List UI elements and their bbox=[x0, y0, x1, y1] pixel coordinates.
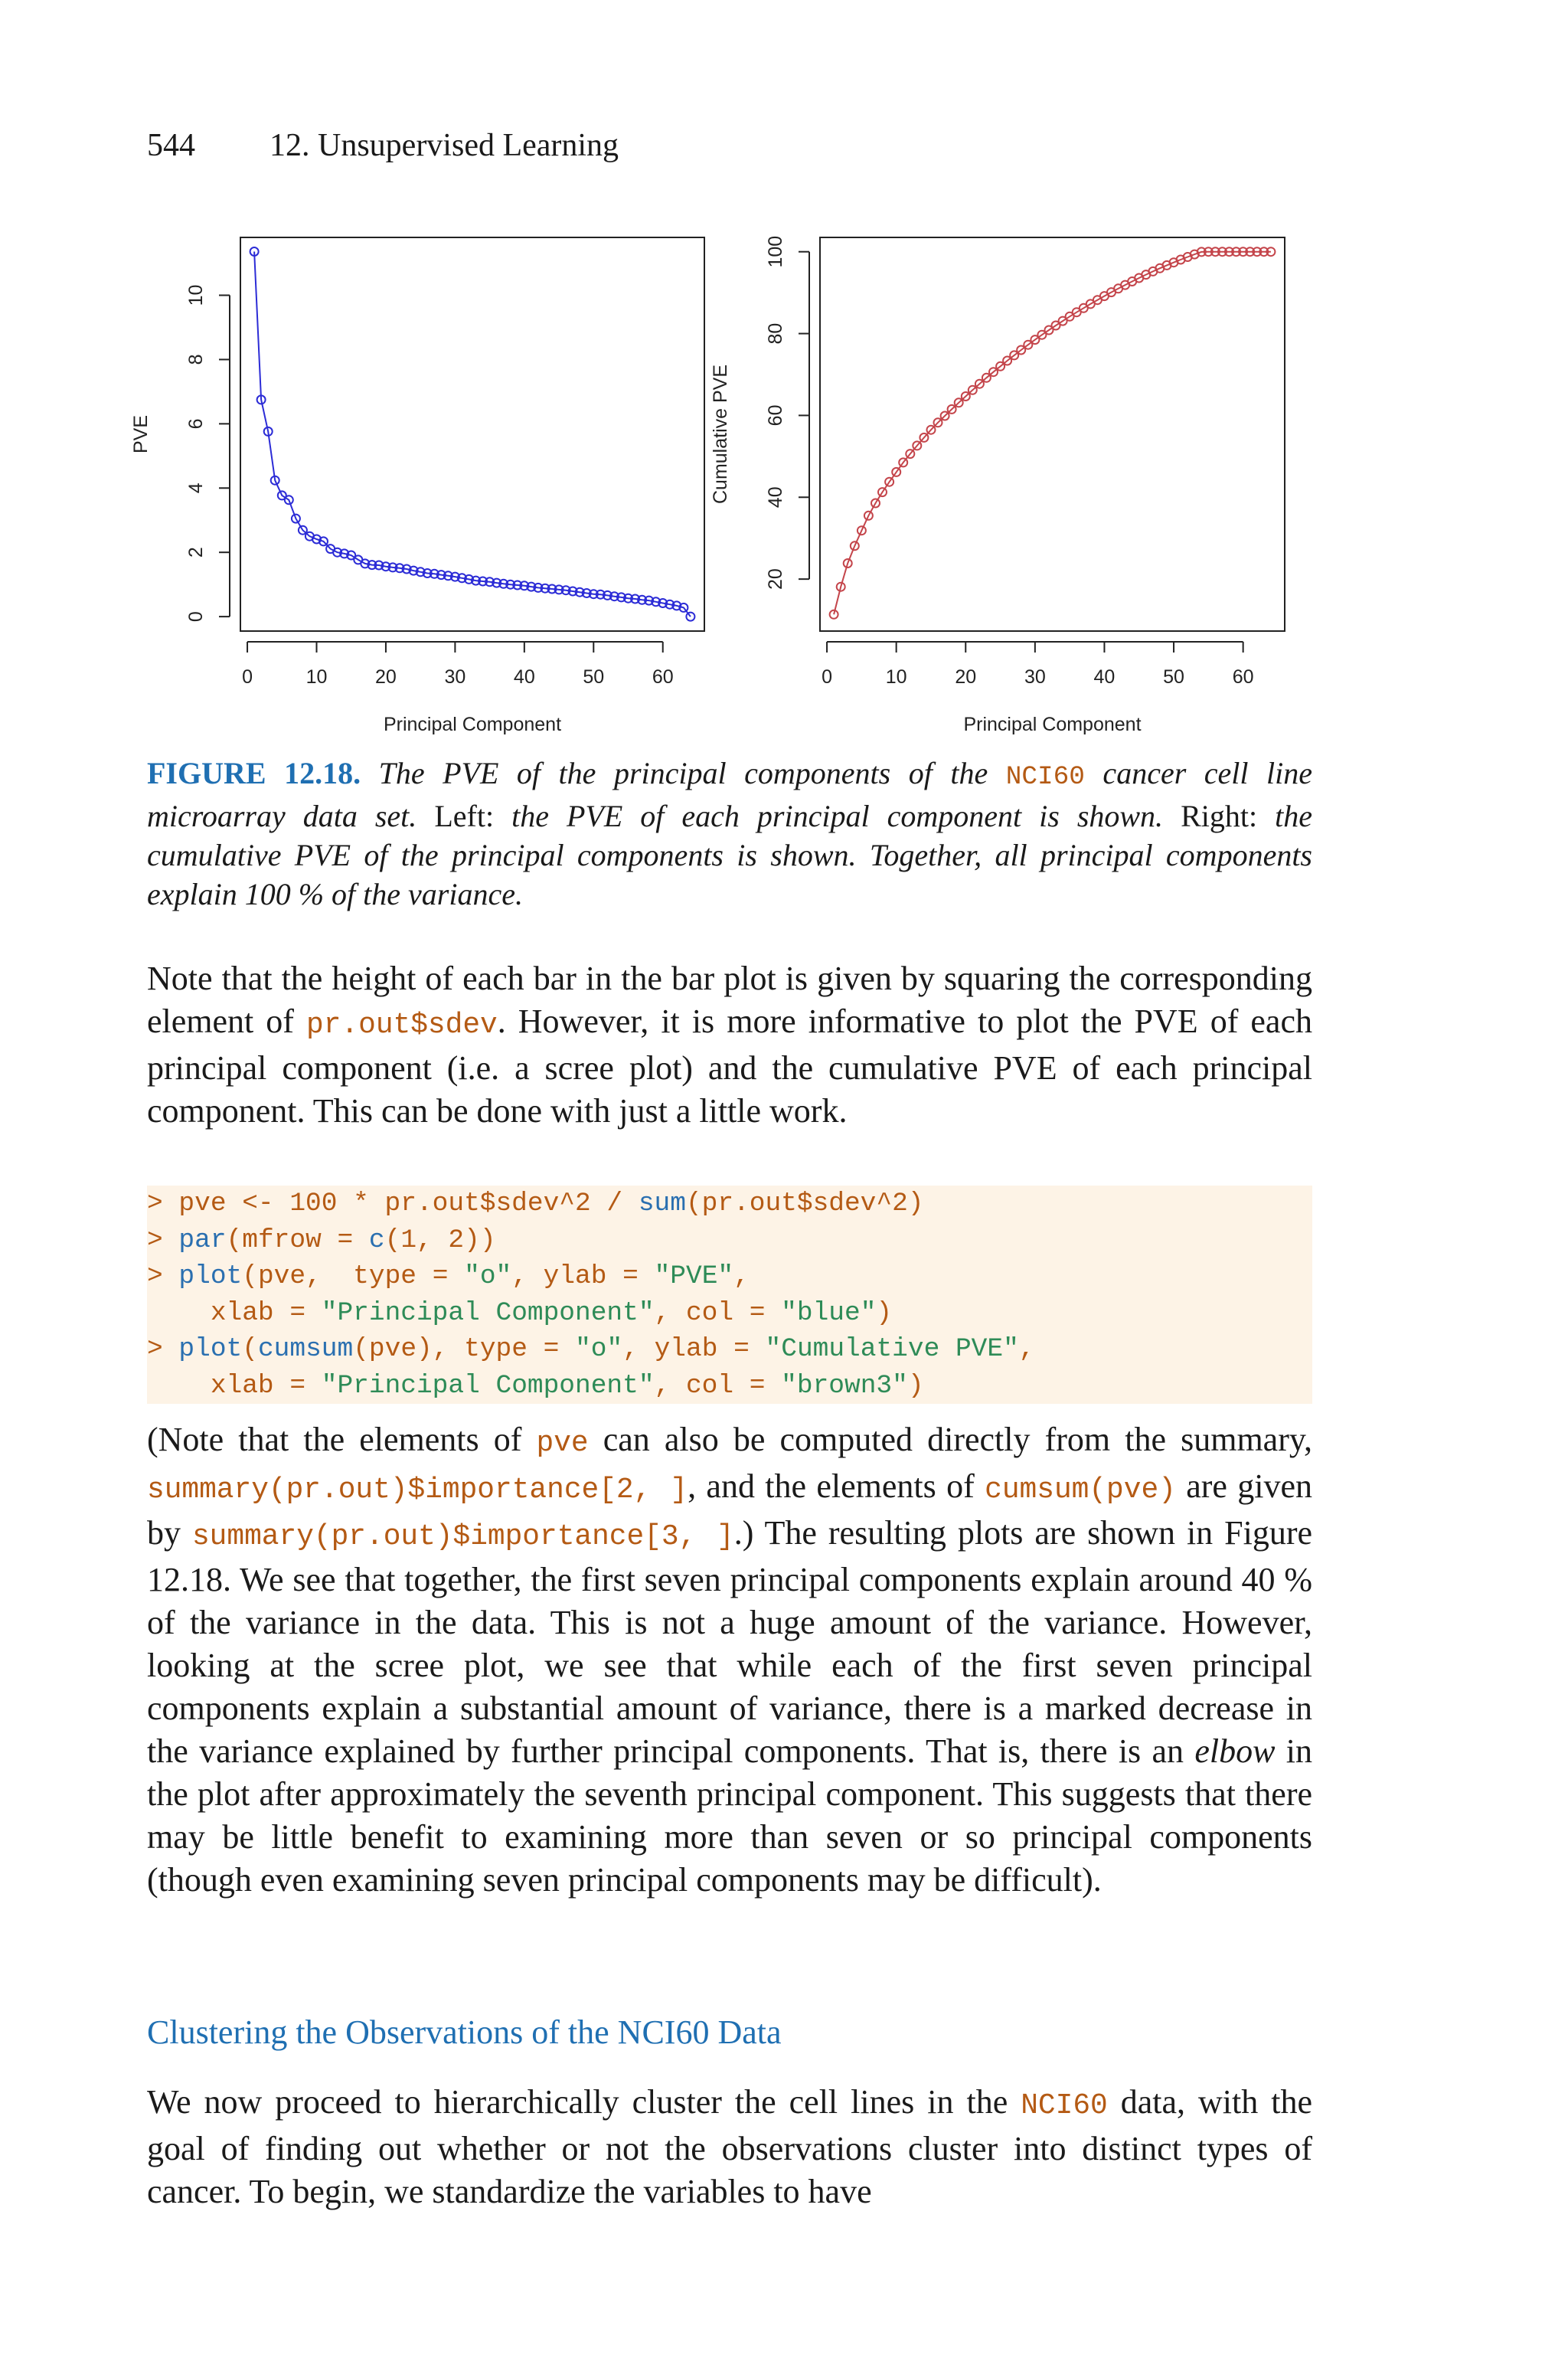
pve-y-axis-label: PVE bbox=[130, 414, 152, 454]
cumpve-x-tick-label: 10 bbox=[885, 666, 907, 688]
page-number: 544 bbox=[147, 128, 195, 163]
inline-code-sdev: pr.out$sdev bbox=[306, 1009, 498, 1042]
figure-caption: FIGURE 12.18. The PVE of the principal components of the NCI60 cancer cell line microarray data set. Left: the PVE of each principal component is shown. Right: the cumulative PVE of the principal components is shown. Together, all principal components explain 100 % of the variance. bbox=[147, 756, 1313, 911]
inline-code-importance-3: summary(pr.out)$importance[3, ] bbox=[191, 1520, 734, 1553]
paragraph-scree: Note that the height of each bar in the bar plot is given by squaring the corresponding element of pr.out$sdev. However, it is more informative to plot the PVE of each principal component (i.e. a scree plot) and the cumulative PVE of each principal component. This can be done with just a little work. bbox=[147, 960, 1312, 1130]
figure-label: FIGURE 12.18. bbox=[147, 756, 361, 790]
inline-code-pve: pve bbox=[536, 1427, 589, 1460]
inline-code-cumsum: cumsum(pve) bbox=[985, 1474, 1176, 1506]
cumpve-x-axis-label: Principal Component bbox=[963, 714, 1142, 735]
pve-x-tick-label: 40 bbox=[513, 666, 535, 688]
paragraph-results: (Note that the elements of pve can also be computed directly from the summary, summary(pr.out)$importance[2, ], and the elements of cumsum(pve) are given by summary(pr.out)$importance[3, ].) The resulting plots are shown in Figure 12.18. We see that together, the first seven principal components explain around 40 % of the variance in the data. This is not a huge amount of the variance. However, looking at the scree plot, we see that while each of the first seven principal components explain a substantial amount of variance, there is a marked decrease in the variance explained by further principal components. That is, there is an elbow in the plot after approximately the seventh principal component. This suggests that there may be little benefit to examining more than seven or so principal components (though even examining seven principal components may be difficult). bbox=[147, 1421, 1313, 1899]
pve-y-tick-label: 8 bbox=[185, 354, 207, 365]
pve-plot-frame bbox=[240, 237, 704, 631]
cumpve-y-axis-label: Cumulative PVE bbox=[710, 364, 731, 505]
cumpve-plot-frame bbox=[820, 237, 1285, 631]
pve-x-axis-label: Principal Component bbox=[383, 714, 562, 735]
pve-x-tick-label: 30 bbox=[444, 666, 466, 688]
code-block bbox=[147, 1186, 1312, 1404]
inline-code-importance-2: summary(pr.out)$importance[2, ] bbox=[147, 1474, 688, 1506]
pve-x-tick-label: 0 bbox=[242, 666, 253, 688]
pve-x-tick-label: 50 bbox=[583, 666, 605, 688]
pve-y-tick-label: 6 bbox=[185, 418, 207, 430]
figure-charts bbox=[0, 214, 1568, 743]
cumpve-x-tick-label: 30 bbox=[1024, 666, 1046, 688]
running-header bbox=[147, 127, 619, 164]
section-heading: Clustering the Observations of the NCI60 Data bbox=[147, 2013, 782, 2051]
cumpve-x-tick-label: 40 bbox=[1093, 666, 1116, 688]
paragraph-clustering: We now proceed to hierarchically cluster the cell lines in the NCI60 data, with the goal of finding out whether or not the observations cluster into distinct types of cancer. To begin, we standardize the variables to have bbox=[147, 2083, 1313, 2210]
pve-x-tick-label: 20 bbox=[375, 666, 397, 688]
cumpve-y-tick-label: 20 bbox=[765, 568, 786, 590]
pve-y-tick-label: 4 bbox=[185, 482, 207, 494]
cumpve-x-tick-label: 20 bbox=[955, 666, 977, 688]
cumpve-y-tick-label: 80 bbox=[765, 322, 786, 345]
caption-code-nci60: NCI60 bbox=[1005, 762, 1085, 792]
cumpve-x-tick-label: 60 bbox=[1232, 666, 1254, 688]
cumpve-y-tick-label: 40 bbox=[765, 486, 786, 509]
pve-series-line bbox=[254, 252, 691, 617]
pve-y-tick-label: 2 bbox=[185, 547, 207, 558]
cumpve-x-tick-label: 0 bbox=[822, 666, 833, 688]
cumpve-x-tick-label: 50 bbox=[1163, 666, 1184, 688]
code-listing: > pve <- 100 * pr.out$sdev^2 / sum(pr.out$sdev^2) > par(mfrow = c(1, 2)) > plot(pve, type = "o", ylab = "PVE", xlab = "Principal Component", col = "blue") > plot(cumsum(pve), type = "o", ylab = "Cumulative PVE", xlab = "Principal Component", col = "brown3") bbox=[147, 1189, 1035, 1401]
cumpve-y-tick-label: 100 bbox=[765, 235, 786, 268]
pve-x-tick-label: 60 bbox=[652, 666, 674, 688]
pve-y-tick-label: 10 bbox=[185, 284, 207, 306]
chapter-title: 12. Unsupervised Learning bbox=[270, 128, 619, 163]
cumpve-series-line bbox=[834, 252, 1271, 615]
cumpve-y-tick-label: 60 bbox=[765, 404, 786, 427]
inline-code-nci60: NCI60 bbox=[1021, 2089, 1108, 2122]
pve-x-tick-label: 10 bbox=[305, 666, 328, 688]
pve-y-tick-label: 0 bbox=[185, 611, 207, 623]
